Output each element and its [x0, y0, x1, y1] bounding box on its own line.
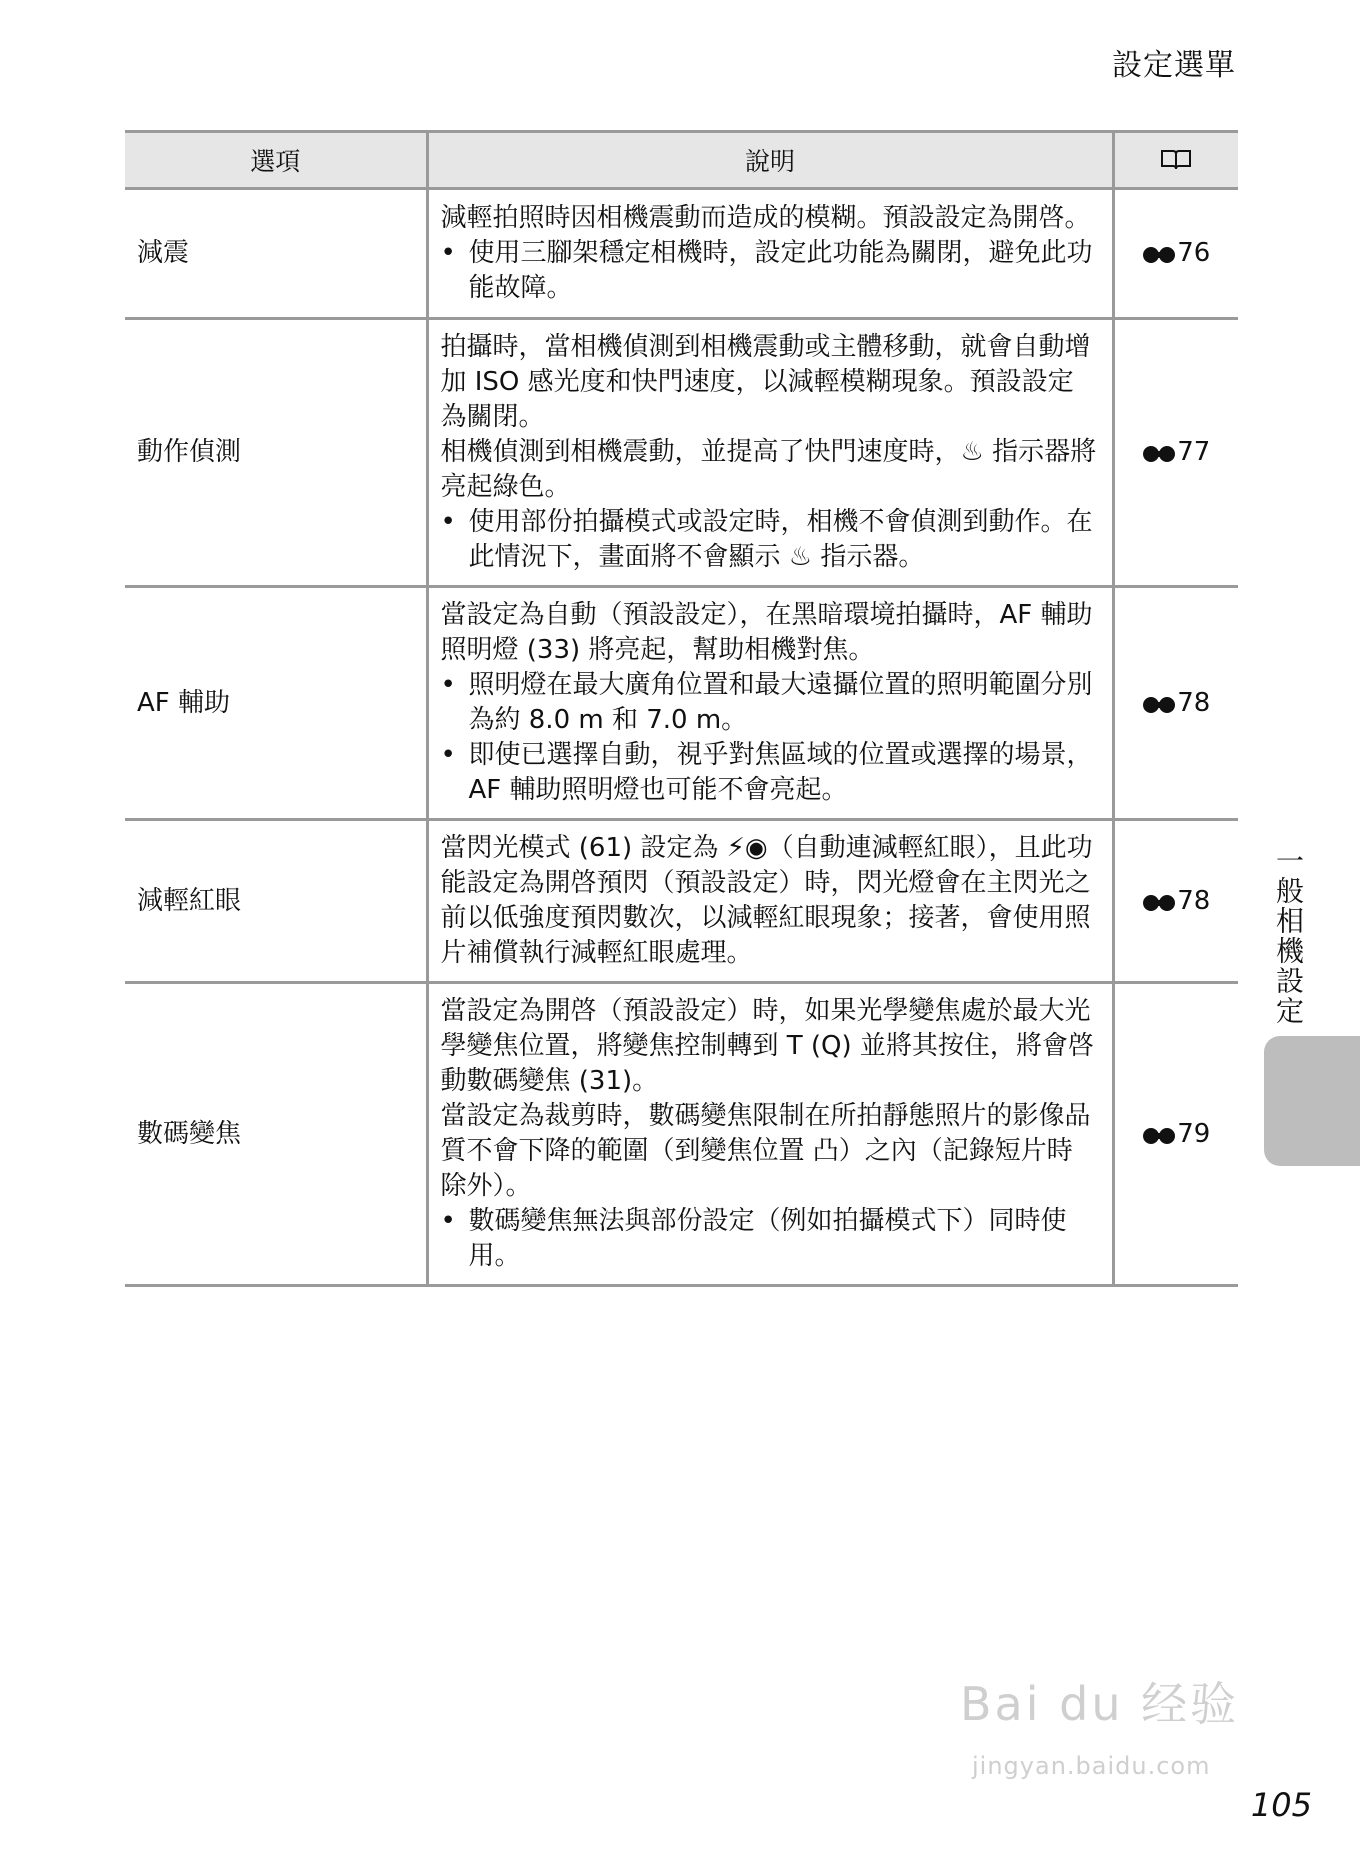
option-name: 動作偵測 [125, 319, 427, 587]
reference-page: 78 [1177, 687, 1211, 718]
table-row [125, 587, 1238, 820]
reference-page: 77 [1177, 437, 1211, 467]
bullet-text: 使用三腳架穩定相機時，設定此功能為關閉，避免此功能故障。 [468, 238, 1093, 303]
option-description [427, 820, 1113, 983]
reference-link[interactable] [1113, 319, 1238, 587]
chapter-tab [1264, 1036, 1360, 1166]
bullet-item: • 使用三腳架穩定相機時，設定此功能為關閉，避免此功能故障。 [441, 236, 1098, 306]
description-text: 拍攝時，當相機偵測到相機震動或主體移動，就會自動增加 ISO 感光度和快門速度，以減輕模糊現象。預設設定為關閉。 [440, 332, 1091, 432]
page-number: 105 [1250, 1786, 1312, 1824]
bullet-text: 照明燈在最大廣角位置和最大遠攝位置的照明範圍分別為約 8.0 m 和 7.0 m。 [468, 670, 1093, 735]
option-name: 數碼變焦 [125, 983, 427, 1286]
option-description [427, 189, 1113, 319]
reference-link[interactable] [1113, 587, 1238, 820]
option-description [427, 587, 1113, 820]
watermark-logo: Bai du 经验 [960, 1677, 1240, 1731]
table-row [125, 189, 1238, 319]
bullet-text: 使用部份拍攝模式或設定時，相機不會偵測到動作。在此情況下，畫面將不會顯示 ♨ 指示器。 [468, 507, 1093, 572]
description-text: 當設定為自動（預設設定），在黑暗環境拍攝時，AF 輔助照明燈 (33) 將亮起，幫助相機對焦。 [440, 600, 1093, 665]
description-text: 減輕拍照時因相機震動而造成的模糊。預設設定為開啓。 [440, 203, 1091, 233]
reference-link[interactable] [1113, 983, 1238, 1286]
reference-icon [1142, 893, 1176, 913]
reference-page: 79 [1177, 1118, 1211, 1149]
description-text: 當閃光模式 (61) 設定為 ⚡◉（自動連減輕紅眼），且此功能設定為開啓預閃（預設設定）時，閃光燈會在主閃光之前以低強度預閃數次，以減輕紅眼現象；接著，會使用照片補償執行減輕紅眼處理。 [440, 833, 1093, 968]
bullet-item: • 照明燈在最大廣角位置和最大遠攝位置的照明範圍分別為約 8.0 m 和 7.0 m。 [441, 668, 1098, 738]
description-text: 當設定為開啓（預設設定）時，如果光學變焦處於最大光學變焦位置，將變焦控制轉到 T (Q) 並將其按住，將會啓動數碼變焦 (31)。 [440, 996, 1094, 1096]
option-name: 減震 [125, 189, 427, 319]
table-row [125, 820, 1238, 983]
page-section-title: 設定選單 [1112, 48, 1236, 83]
column-header-reference [1113, 132, 1238, 189]
watermark-url: jingyan.baidu.com [972, 1752, 1211, 1780]
bullet-text: 數碼變焦無法與部份設定（例如拍攝模式下）同時使用。 [468, 1206, 1067, 1271]
description-text: 相機偵測到相機震動，並提高了快門速度時，♨ 指示器將亮起綠色。 [440, 437, 1097, 502]
option-description [427, 319, 1113, 587]
table-row [125, 319, 1238, 587]
book-icon [1159, 148, 1193, 172]
reference-page: 78 [1177, 885, 1211, 916]
bullet-item: • 即使已選擇自動，視乎對焦區域的位置或選擇的場景，AF 輔助照明燈也可能不會亮起。 [441, 738, 1098, 808]
reference-icon [1142, 444, 1176, 464]
reference-link[interactable] [1113, 189, 1238, 319]
reference-icon [1142, 695, 1176, 715]
reference-icon [1142, 1126, 1176, 1146]
option-name: 減輕紅眼 [125, 820, 427, 983]
bullet-item: • 使用部份拍攝模式或設定時，相機不會偵測到動作。在此情況下，畫面將不會顯示 ♨ 指示器。 [441, 505, 1098, 575]
reference-link[interactable] [1113, 820, 1238, 983]
option-name: AF 輔助 [125, 587, 427, 820]
reference-page: 76 [1177, 238, 1211, 268]
table-row [125, 983, 1238, 1286]
bullet-text: 即使已選擇自動，視乎對焦區域的位置或選擇的場景，AF 輔助照明燈也可能不會亮起。 [468, 740, 1093, 805]
description-text: 當設定為裁剪時，數碼變焦限制在所拍靜態照片的影像品質不會下降的範圍（到變焦位置 凸）之內（記錄短片時除外）。 [440, 1101, 1091, 1201]
bullet-item: • 數碼變焦無法與部份設定（例如拍攝模式下）同時使用。 [441, 1204, 1098, 1274]
settings-table [125, 130, 1238, 1287]
chapter-side-label: 一般相機設定 [1272, 846, 1305, 1026]
column-header-description: 說明 [427, 132, 1113, 189]
reference-icon [1142, 245, 1176, 265]
column-header-option: 選項 [125, 132, 427, 189]
option-description [427, 983, 1113, 1286]
table-header-row [125, 132, 1238, 189]
